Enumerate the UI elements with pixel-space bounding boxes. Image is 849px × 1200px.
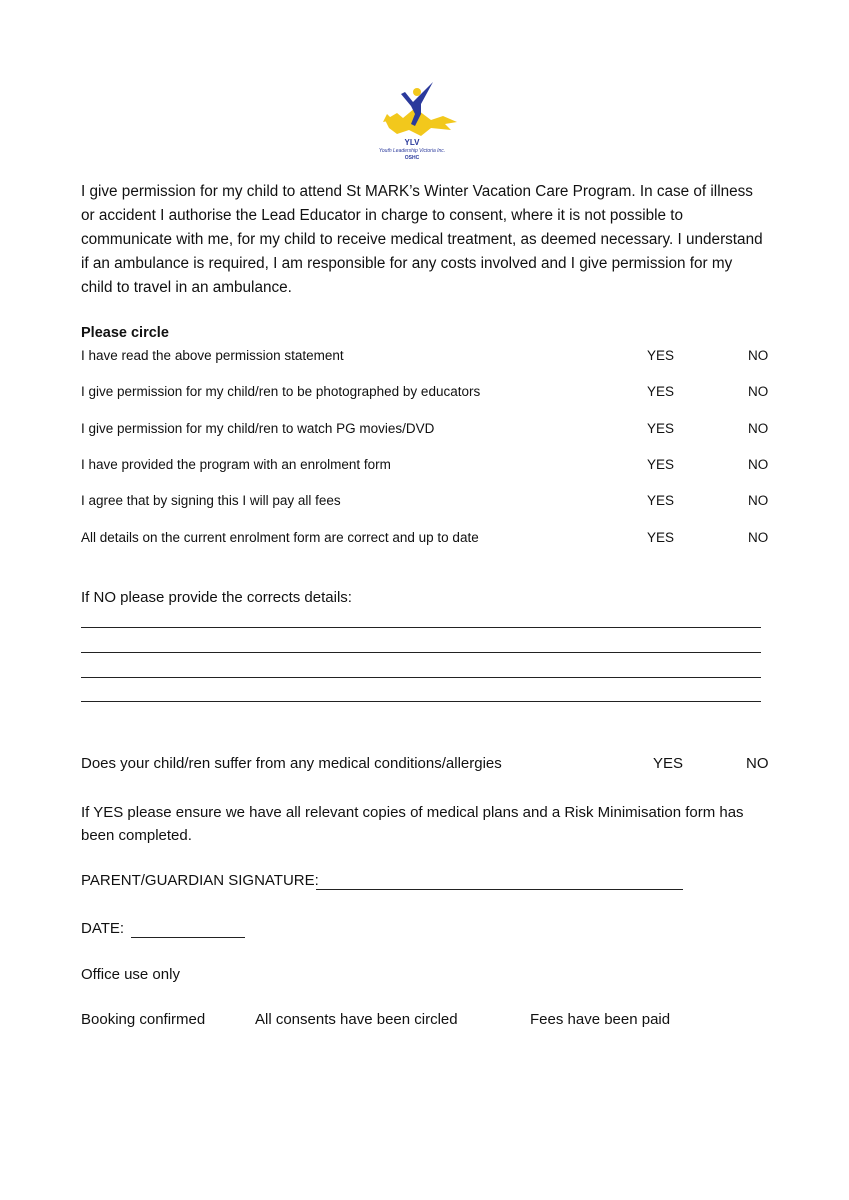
corrections-label: If NO please provide the corrects details:: [81, 589, 352, 606]
consent-row: [81, 457, 771, 477]
date-label: DATE:: [81, 920, 125, 937]
signature-label: PARENT/GUARDIAN SIGNATURE:: [81, 872, 319, 889]
corrections-line[interactable]: [81, 677, 761, 678]
consent-statement: All details on the current enrolment form are correct and up to date: [81, 530, 479, 545]
booking-confirmed-label: Booking confirmed: [81, 1011, 206, 1028]
consents-circled-label: All consents have been circled: [255, 1011, 458, 1028]
consent-row: [81, 493, 771, 513]
consent-statement: I have read the above permission statement: [81, 348, 344, 363]
no-option[interactable]: NO: [746, 755, 769, 772]
medical-plan-note: If YES please ensure we have all relevant copies of medical plans and a Risk Minimisation form has been completed.: [81, 804, 744, 844]
no-option[interactable]: NO: [748, 421, 769, 436]
yes-option[interactable]: YES: [647, 421, 675, 436]
logo-abbreviation: YLV: [404, 138, 420, 147]
signature-line[interactable]: [316, 889, 683, 890]
medical-conditions-row: [81, 755, 771, 777]
corrections-line[interactable]: [81, 652, 761, 653]
yes-option[interactable]: YES: [653, 755, 684, 772]
logo-subtitle: OSHC: [404, 155, 420, 161]
no-option[interactable]: NO: [748, 530, 769, 545]
yes-option[interactable]: YES: [647, 348, 675, 363]
no-option[interactable]: NO: [748, 348, 769, 363]
yes-option[interactable]: YES: [647, 530, 675, 545]
ylv-figure-icon: [357, 80, 467, 138]
no-option[interactable]: NO: [748, 384, 769, 399]
ylv-logo: [357, 80, 467, 162]
fees-paid-label: Fees have been paid: [530, 1011, 671, 1028]
no-option[interactable]: NO: [748, 457, 769, 472]
consent-statement: I agree that by signing this I will pay all fees: [81, 493, 341, 508]
please-circle-heading: Please circle: [81, 325, 169, 341]
corrections-line[interactable]: [81, 701, 761, 702]
yes-option[interactable]: YES: [647, 457, 675, 472]
consent-statement: I give permission for my child/ren to watch PG movies/DVD: [81, 421, 435, 436]
consent-statement: I have provided the program with an enrolment form: [81, 457, 391, 472]
medical-statement: Does your child/ren suffer from any medical conditions/allergies: [81, 755, 502, 772]
office-use-heading: Office use only: [81, 966, 180, 983]
yes-option[interactable]: YES: [647, 384, 675, 399]
consent-row: [81, 530, 771, 550]
logo-organisation-name: Youth Leadership Victoria Inc.: [378, 148, 446, 154]
corrections-line[interactable]: [81, 627, 761, 628]
consent-row: [81, 384, 771, 404]
consent-row: [81, 421, 771, 441]
no-option[interactable]: NO: [748, 493, 769, 508]
permission-statement: I give permission for my child to attend St MARK’s Winter Vacation Care Program. In case of illness or accident I authorise the Lead Educator in charge to consent, where it is not possible to communicate with me, for my child to receive medical treatment, as deemed necessary. I understand if an ambulance is required, I am responsible for any costs involved and I give permission for my child to travel in an ambulance.: [81, 183, 763, 296]
consent-row: [81, 348, 771, 368]
yes-option[interactable]: YES: [647, 493, 675, 508]
date-line[interactable]: [131, 937, 245, 938]
consent-statement: I give permission for my child/ren to be photographed by educators: [81, 384, 481, 399]
